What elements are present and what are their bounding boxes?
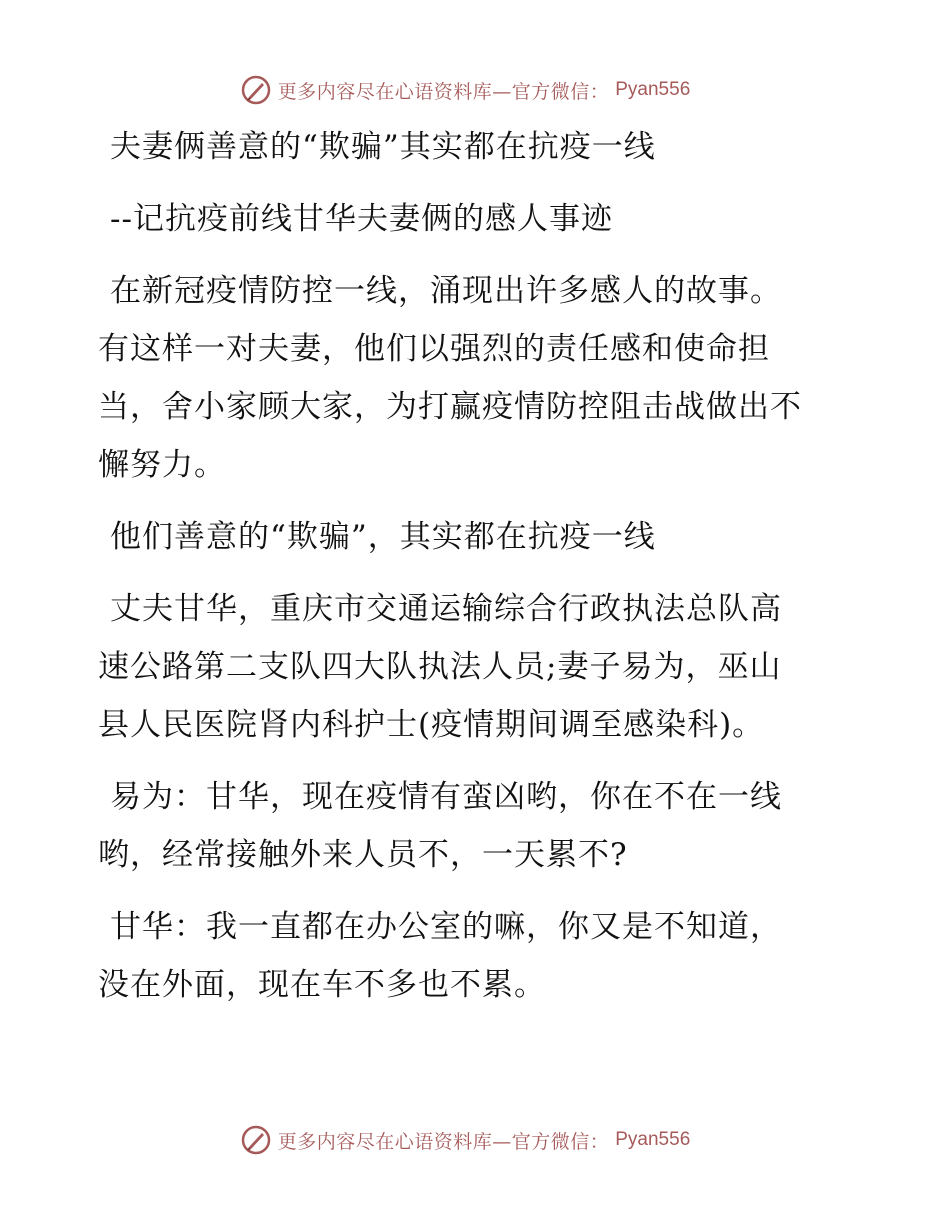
paragraph-line: 懈努力。 [98,447,226,483]
paragraph-line: 甘华：我一直都在办公室的嘛，你又是不知道， [110,909,782,945]
header-banner [0,70,950,110]
subtitle-block [98,190,858,248]
document-subtitle: --记抗疫前线甘华夫妻俩的感人事迹 [110,201,613,237]
paragraph-1 [98,262,858,494]
paragraph-line: 县人民医院肾内科护士(疫情期间调至感染科)。 [98,707,765,743]
footer-banner-text: 更多内容尽在心语资料库—官方微信： [277,1130,610,1153]
paragraph-2 [98,580,858,754]
title-block [98,118,858,176]
paragraph-line: 当，舍小家顾大家，为打赢疫情防控阻击战做出不 [98,389,802,425]
quill-logo-icon [240,1124,272,1156]
paragraph-line: 丈夫甘华，重庆市交通运输综合行政执法总队高 [110,591,782,627]
paragraph-line: 速公路第二支队四大队执法人员;妻子易为，巫山 [98,649,782,685]
section-heading: 他们善意的“欺骗”，其实都在抗疫一线 [110,519,656,555]
header-banner-inner [240,74,691,106]
header-banner-wechat-id: Pyan556 [615,79,691,100]
paragraph-line: 在新冠疫情防控一线，涌现出许多感人的故事。 [110,273,782,309]
paragraph-line: 有这样一对夫妻，他们以强烈的责任感和使命担 [98,331,770,367]
document-body [98,118,858,1028]
document-title: 夫妻俩善意的“欺骗”其实都在抗疫一线 [110,129,656,165]
quill-logo-icon [240,74,272,106]
footer-banner-wechat-id: Pyan556 [615,1129,691,1150]
paragraph-line: 没在外面，现在车不多也不累。 [98,967,546,1003]
header-banner-text: 更多内容尽在心语资料库—官方微信： [277,80,610,103]
paragraph-line: 易为：甘华，现在疫情有蛮凶哟，你在不在一线 [110,779,782,815]
paragraph-3 [98,768,858,884]
paragraph-line: 哟，经常接触外来人员不，一天累不? [98,837,628,873]
section-heading-block [98,508,858,566]
paragraph-4 [98,898,858,1014]
footer-banner-inner [240,1124,691,1156]
footer-banner [0,1120,950,1160]
